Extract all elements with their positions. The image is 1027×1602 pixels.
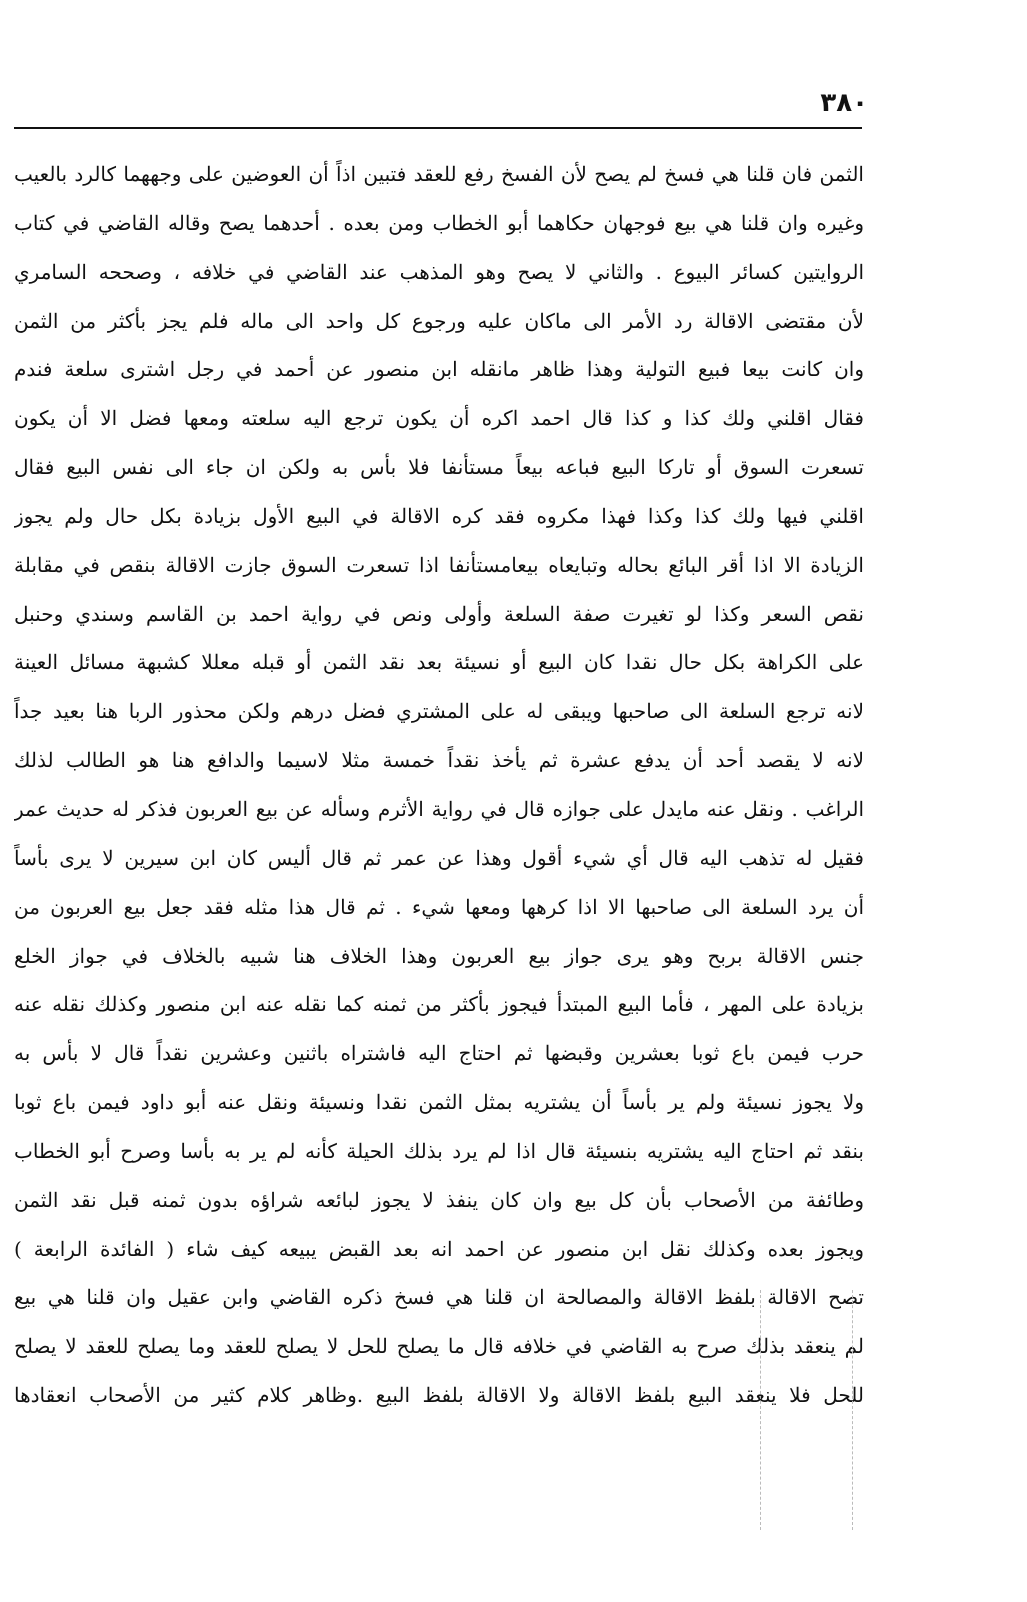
text-line: بزيادة على المهر ، فأما البيع المبتدأ فيجوز بأكثر من ثمنه كما نقله عنه ابن منصور وكذلك نقله عنه [14, 992, 864, 1017]
text-line: وغيره وان قلنا هي بيع فوجهان حكاهما أبو الخطاب ومن بعده . أحدهما يصح وقاله القاضي في كتاب [14, 210, 864, 235]
text-line: وان كانت بيعا فبيع التولية وهذا ظاهر مانقله ابن منصور عن أحمد في رجل اشترى سلعة فندم [14, 357, 864, 382]
text-line: الراغب . ونقل عنه مايدل على جوازه قال في رواية الأثرم وسأله عن بيع العربون فذكر له حديث عمر [14, 796, 864, 821]
margin-crease [760, 1290, 761, 1530]
text-line: للحل فلا ينعقد البيع بلفظ الاقالة ولا الاقالة بلفظ البيع .وظاهر كلام كثير من الأصحاب انعقادها [14, 1383, 864, 1408]
text-line: بنقد ثم احتاج اليه يشتريه بنسيئة قال اذا لم يرد بذلك الحيلة كأنه لم ير به بأسا وصرح أبو الخطاب [14, 1138, 864, 1163]
text-line: الروايتين كسائر البيوع . والثاني لا يصح وهو المذهب عند القاضي في خلافه ، وصححه السامري [14, 259, 864, 284]
text-line: اقلني فيها ولك كذا وكذا فهذا مكروه فقد كره الاقالة في البيع الأول بزيادة بكل حال ولم يجوز [14, 503, 864, 528]
text-line: تصح الاقالة بلفظ الاقالة والمصالحة ان قلنا هي فسخ ذكره القاضي وابن عقيل وان قلنا هي بيع [14, 1285, 864, 1310]
text-line: لانه ترجع السلعة الى صاحبها ويبقى له على المشتري فضل درهم ولكن محذور الربا هنا بعيد جداً [14, 699, 864, 724]
text-line: على الكراهة بكل حال نقدا كان البيع أو نسيئة بعد نقد الثمن أو قبله معللا كشبهة مسائل العينة [14, 650, 864, 675]
page-number: ٣٨٠ [820, 88, 868, 118]
text-line: حرب فيمن باع ثوبا بعشرين وقبضها ثم احتاج اليه فاشتراه باثنين وعشرين نقداً قال لا بأس به [14, 1041, 864, 1066]
text-line: فقال اقلني ولك كذا و كذا قال احمد اكره أن يكون ترجع اليه سلعته ومعها فضل الا أن يكون [14, 406, 864, 431]
text-line: تسعرت السوق أو تاركا البيع فباعه بيعاً مستأنفا فلا بأس به ولكن ان جاء الى نفس البيع فقال [14, 455, 864, 480]
text-line: نقص السعر وكذا لو تغيرت صفة السلعة وأولى ونص في رواية احمد بن القاسم وسندي وحنبل [14, 601, 864, 626]
text-line: الثمن فان قلنا هي فسخ لم يصح لأن الفسخ رفع للعقد فتبين اذاً أن العوضين على وجههما كالرد بالعيب [14, 162, 864, 186]
text-line: وطائفة من الأصحاب بأن كل بيع وان كان ينفذ لا يجوز لبائعه شراؤه بدون ثمنه قبل نقد الثمن [14, 1187, 864, 1212]
text-line: ويجوز بعده وكذلك نقل ابن منصور عن احمد انه بعد القبض يبيعه كيف شاء ( الفائدة الرابعة ) [14, 1236, 864, 1261]
header-rule [14, 127, 862, 129]
text-line: أن يرد السلعة الى صاحبها الا اذا كرهها ومعها شيء . ثم قال هذا مثله فقد جعل بيع العربون من [14, 894, 864, 919]
margin-crease [852, 1290, 853, 1530]
text-line: الزيادة الا اذا أقر البائع بحاله وتبايعاه بيعامستأنفا اذا تسعرت السوق جازت الاقالة بنقص في مقابلة [14, 552, 864, 577]
text-line: لأن مقتضى الاقالة رد الأمر الى ماكان عليه ورجوع كل واحد الى ماله فلم يجز بأكثر من الثمن [14, 308, 864, 333]
text-line: فقيل له تذهب اليه قال أي شيء أقول وهذا عن عمر ثم قال أليس كان ابن سيرين لا يرى بأساً [14, 845, 864, 870]
text-line: جنس الاقالة بربح وهو يرى جواز بيع العربون وهذا الخلاف هنا شبيه بالخلاف في جواز الخلع [14, 943, 864, 968]
text-line: لم ينعقد بذلك صرح به القاضي في خلافه قال ما يصلح للحل لا يصلح للعقد وما يصلح للعقد لا يصلح [14, 1334, 864, 1359]
text-line: لانه لا يقصد أحد أن يدفع عشرة ثم يأخذ نقداً خمسة مثلا لاسيما والدافع هنا هو الطالب لذلك [14, 748, 864, 773]
body-text [14, 150, 864, 1420]
text-line: ولا يجوز نسيئة ولم ير بأساً أن يشتريه بمثل الثمن نقدا ونسيئة ونقل عنه أبو داود فيمن باع ثوبا [14, 1090, 864, 1115]
